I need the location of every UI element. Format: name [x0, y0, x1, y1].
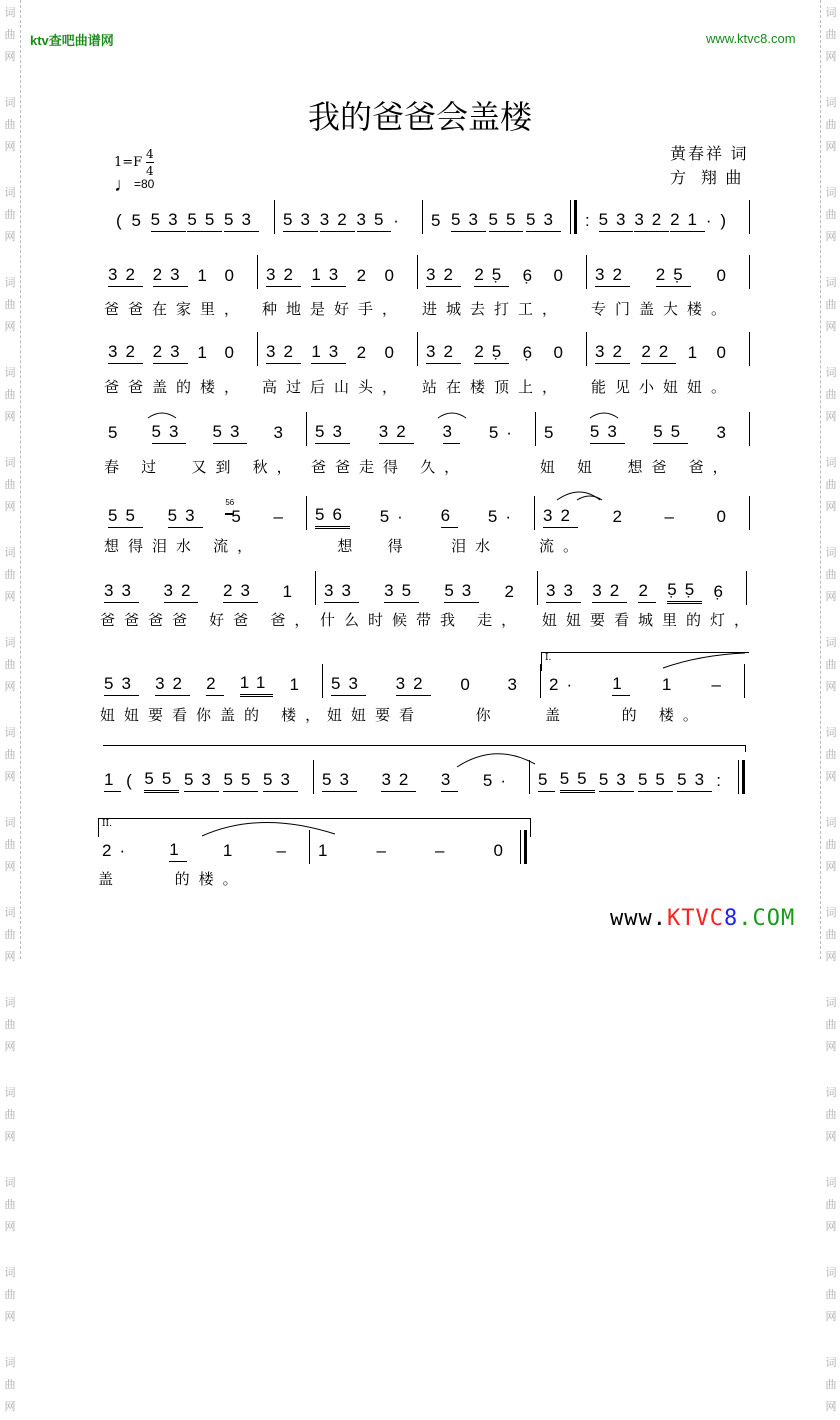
note-group: 23: [153, 265, 188, 287]
lyric-phrase: 爸爸走得 久，: [311, 459, 469, 476]
note-group: –: [273, 506, 291, 526]
note-group: 32: [396, 674, 431, 696]
watermark: 词 曲 网: [4, 1357, 16, 1413]
quarter-note-icon: ♩: [114, 174, 134, 196]
note-group: 32: [592, 581, 627, 603]
note-group: 5·: [487, 506, 519, 526]
note-group: 32: [381, 770, 416, 792]
staff-line-intro: [0, 206, 840, 236]
note-group: –: [435, 840, 453, 860]
note-group: (: [126, 770, 140, 790]
measure: [258, 338, 418, 368]
site-name-left[interactable]: ktv查吧曲谱网: [30, 33, 114, 48]
note-group: 32: [634, 210, 669, 232]
lyric-phrase: 高过后山头，: [262, 379, 407, 396]
note-group: 55: [144, 769, 179, 793]
note-group: 0: [493, 840, 511, 860]
lyric-phrase: 站在楼顶上，: [422, 379, 567, 396]
measure: [536, 418, 750, 448]
watermark: 词 曲 网: [825, 187, 837, 243]
staff-line-l7: [0, 766, 840, 796]
note-group: 33: [324, 581, 359, 603]
note-group: 0: [553, 265, 571, 285]
note-group: 55: [108, 506, 143, 528]
note-group: 5̣5̣: [667, 580, 702, 604]
note-group: 32: [108, 265, 143, 287]
note-group: 0: [716, 506, 734, 526]
note-group: 0: [460, 674, 478, 694]
note-group: 1: [289, 674, 307, 694]
note-group: 2: [356, 265, 375, 285]
watermark: 词 曲 网: [4, 817, 16, 873]
note-group: 3: [441, 770, 458, 792]
watermark: 词 曲 网: [825, 457, 837, 513]
measure: [100, 418, 307, 448]
note-group: 6̣: [713, 581, 731, 601]
note-group: 2·: [102, 840, 134, 860]
note-group: 22: [641, 342, 676, 364]
watermark: 词 曲 网: [4, 907, 16, 963]
measure: [310, 836, 527, 866]
logo-www: www.: [610, 906, 667, 931]
lyric-phrase: 妞妞要看城里的灯，: [542, 612, 759, 629]
note-group: 1: [687, 342, 706, 362]
watermark: 词 曲 网: [4, 277, 16, 333]
note-group: 53: [590, 422, 625, 444]
note-group: 2: [612, 506, 630, 526]
watermark: 词 曲 网: [825, 1357, 837, 1413]
note-group: 35: [384, 581, 419, 603]
lyric-phrase: 专门盖大楼。: [591, 301, 736, 318]
note-group: 13: [311, 342, 346, 364]
lyric-phrase: 想 得 泪水: [311, 538, 500, 555]
watermark: 词 曲 网: [4, 637, 16, 693]
note-group: 5: [131, 210, 149, 230]
note-group: –: [376, 840, 394, 860]
measure: [530, 766, 745, 796]
note-group: 53: [151, 210, 186, 232]
watermark: 词 曲 网: [825, 367, 837, 423]
watermark: 词 曲 网: [825, 727, 837, 783]
note-group: ·: [705, 210, 720, 230]
watermark: 词 曲 网: [4, 457, 16, 513]
watermark: 词 曲 网: [4, 997, 16, 1053]
lyric-phrase: 爸爸在家里，: [104, 301, 249, 318]
watermark: 词 曲 网: [4, 187, 16, 243]
watermark: 词 曲 网: [4, 1177, 16, 1233]
lyric-phrase: 什么时候带我 走，: [320, 612, 526, 629]
note-group: 32: [595, 342, 630, 364]
note-group: 32: [543, 506, 578, 528]
note-group: 53: [213, 422, 248, 444]
note-group: 25̣: [474, 265, 509, 287]
note-group: 23: [153, 342, 188, 364]
note-group: 1: [282, 581, 300, 601]
watermark: 词 曲 网: [4, 1087, 16, 1143]
note-group: 32: [595, 265, 630, 287]
note-group: 33: [546, 581, 581, 603]
note-group: 32: [320, 210, 355, 232]
note-group: 53: [224, 210, 259, 232]
lyric-phrase: 爸爸爸爸 好爸 爸，: [100, 612, 319, 629]
logo-ktv: KTVC: [666, 906, 724, 931]
note-group: 55: [560, 769, 595, 793]
note-group: 55: [653, 422, 688, 444]
measure: [423, 206, 577, 236]
note-group: 53: [331, 674, 366, 696]
note-group: 53: [315, 422, 350, 444]
note-group: 53: [599, 210, 634, 232]
note-group: 0: [716, 265, 734, 285]
note-group: 0: [384, 342, 402, 362]
note-group: 0: [716, 342, 734, 362]
watermark: 词 曲 网: [825, 907, 837, 963]
note-group: –: [276, 840, 294, 860]
note-group: 0: [224, 342, 242, 362]
measure: [96, 670, 323, 700]
note-group: 1: [612, 674, 629, 696]
measure: [316, 577, 538, 607]
note-group: 55: [187, 210, 222, 232]
watermark: 词 曲 网: [825, 1087, 837, 1143]
note-group: 5: [538, 770, 555, 792]
watermark: 词 曲 网: [825, 1267, 837, 1323]
note-group: 55: [638, 770, 673, 792]
song-title: 我的爸爸会盖楼: [307, 98, 532, 136]
lyric-phrase: 妞 妞 想爸 爸，: [540, 459, 737, 476]
note-group: 2: [504, 581, 522, 601]
measure: [418, 261, 587, 291]
measure: [538, 577, 747, 607]
key-signature: 1=F: [114, 155, 143, 170]
note-group: 2·: [549, 674, 581, 694]
meter-top: 4: [146, 147, 154, 161]
watermark: 词 曲 网: [825, 7, 837, 63]
note-group: 53: [322, 770, 357, 792]
note-group: 13: [311, 265, 346, 287]
tempo-value: =80: [134, 177, 155, 191]
lyricist: 黄春祥 词: [670, 146, 749, 163]
watermark: 词 曲 网: [825, 637, 837, 693]
note-group: 53: [677, 770, 712, 792]
note-group: 53: [451, 210, 486, 232]
note-group: 11: [240, 673, 274, 697]
note-group: 23: [223, 581, 258, 603]
lyric-phrase: 春 过 又到 秋，: [104, 459, 301, 476]
measure: [96, 577, 316, 607]
note-group: 32: [266, 342, 301, 364]
note-group: 53: [444, 581, 479, 603]
note-group: 33: [104, 581, 139, 603]
note-group: :: [716, 770, 729, 790]
note-group: –: [711, 674, 729, 694]
note-group: 3: [716, 422, 734, 442]
lyric-phrase: 盖 的楼。: [98, 871, 247, 888]
note-group: 5·: [482, 770, 514, 790]
note-group: :: [585, 210, 598, 230]
slur: [557, 492, 600, 500]
note-group: 21: [670, 210, 705, 232]
meter-bottom: 4: [146, 164, 154, 178]
tempo-marking: [114, 174, 154, 197]
note-group: 5 56: [231, 507, 248, 528]
note-group: 53: [168, 506, 203, 528]
staff-line-l3: [0, 418, 840, 448]
note-group: ·: [393, 210, 407, 230]
staff-line-l1: [0, 261, 840, 291]
measure: [307, 418, 536, 448]
note-group: 0: [384, 265, 402, 285]
watermark: 词 曲 网: [4, 547, 16, 603]
measure: [100, 497, 307, 532]
lyric-phrase: 进城去打工，: [422, 301, 567, 318]
lyric-phrase: 爸爸盖的楼，: [104, 379, 249, 396]
watermark-strip-left: [0, 0, 21, 1413]
note-group: 32: [379, 422, 414, 444]
measure: [418, 338, 587, 368]
volta-2-label: II.: [102, 819, 112, 829]
note-group: 1: [104, 770, 121, 792]
note-group: 55: [223, 770, 258, 792]
note-group: 32: [266, 265, 301, 287]
note-group: 5·: [379, 506, 411, 526]
volta-2-bracket: [98, 818, 531, 837]
note-group: 1: [318, 840, 336, 860]
credits: [670, 143, 748, 191]
note-group: –: [664, 506, 682, 526]
measure: [541, 670, 745, 700]
measure: [535, 502, 750, 532]
note-group: 32: [155, 674, 190, 696]
lyric-phrase: 流。: [539, 538, 588, 555]
lyric-phrase: 种地是好手，: [262, 301, 407, 318]
measure: [100, 261, 258, 291]
staff-line-l5: [0, 577, 840, 607]
lyric-phrase: 妞妞要看你盖的 楼，: [100, 707, 330, 724]
staff-line-l6: [0, 670, 840, 700]
staff-line-l4: [0, 497, 840, 532]
watermark: 词 曲 网: [825, 547, 837, 603]
watermark: 词 曲 网: [4, 7, 16, 63]
note-group: 6̣: [522, 342, 541, 362]
measure: [108, 206, 275, 236]
note-group: 0: [224, 265, 242, 285]
bottom-logo: [610, 906, 795, 931]
site-url-right[interactable]: www.ktvc8.com: [706, 31, 796, 46]
note-group: 32: [426, 265, 461, 287]
volta-1-bracket: [541, 652, 749, 671]
lyric-phrase: 想得泪水 流，: [104, 538, 262, 555]
measure: [258, 261, 418, 291]
repeat-bracket-line: [103, 745, 746, 752]
slur: [457, 754, 535, 767]
note-group: 25̣: [656, 265, 691, 287]
note-group: 32: [108, 342, 143, 364]
measure: [587, 338, 750, 368]
watermark: 词 曲 网: [4, 97, 16, 153]
measure: [96, 766, 314, 796]
watermark: 词 曲 网: [4, 1267, 16, 1323]
note-group: 1: [661, 674, 680, 694]
note-group: 2: [206, 674, 223, 696]
note-group: 56: [315, 505, 350, 529]
note-group: 3: [443, 422, 460, 444]
note-group: 2: [356, 342, 375, 362]
note-group: 53: [283, 210, 318, 232]
watermark: 词 曲 网: [825, 1177, 837, 1233]
note-group: 32: [164, 581, 199, 603]
measure: [577, 206, 750, 236]
note-group: 55: [489, 210, 524, 232]
measure: [275, 206, 423, 236]
staff-line-l8: [0, 836, 840, 866]
measure: [587, 261, 750, 291]
note-group: 1: [169, 840, 186, 862]
note-group: 35: [357, 210, 392, 232]
note-group: 2: [638, 581, 655, 603]
watermark: 词 曲 网: [825, 97, 837, 153]
note-group: 53: [526, 210, 561, 232]
watermark: 词 曲 网: [4, 727, 16, 783]
lyric-phrase: 盖 的 楼。: [545, 707, 707, 724]
watermark: 词 曲 网: [825, 997, 837, 1053]
note-group: 0: [553, 342, 571, 362]
note-group: 5: [431, 210, 449, 230]
lyric-phrase: 妞妞要看 你: [327, 707, 500, 724]
note-group: (: [116, 210, 130, 230]
watermark-strip-right: [820, 0, 840, 1413]
grace-note: 56: [225, 493, 234, 515]
watermark: 词 曲 网: [4, 367, 16, 423]
slur: [577, 496, 602, 500]
note-group: 53: [104, 674, 139, 696]
note-group: 53: [599, 770, 634, 792]
measure: [94, 836, 310, 866]
note-group: 5·: [488, 422, 520, 442]
logo-eight: 8: [723, 906, 739, 931]
note-group: 53: [152, 422, 187, 444]
measure: [323, 670, 541, 700]
note-group: 6: [441, 506, 458, 528]
note-group: ): [720, 210, 734, 230]
note-group: 1: [197, 265, 215, 285]
note-group: 25̣: [474, 342, 509, 364]
watermark: 词 曲 网: [825, 277, 837, 333]
measure: [314, 766, 530, 796]
volta-1-label: I.: [545, 653, 552, 663]
note-group: 3: [273, 422, 291, 442]
note-group: 3: [507, 674, 525, 694]
note-group: 1: [197, 342, 215, 362]
watermark: 词 曲 网: [825, 817, 837, 873]
staff-line-l2: [0, 338, 840, 368]
note-group: 53: [263, 770, 298, 792]
logo-com: .COM: [738, 906, 796, 931]
lyric-phrase: 能见小妞妞。: [591, 379, 736, 396]
note-group: 5: [108, 422, 126, 442]
composer: 方 翔 曲: [670, 170, 744, 187]
note-group: 6̣: [522, 265, 541, 285]
note-group: 1: [222, 840, 241, 860]
measure: [100, 338, 258, 368]
note-group: 32: [426, 342, 461, 364]
note-group: 5: [544, 422, 562, 442]
measure: [307, 502, 535, 532]
note-group: 53: [184, 770, 219, 792]
